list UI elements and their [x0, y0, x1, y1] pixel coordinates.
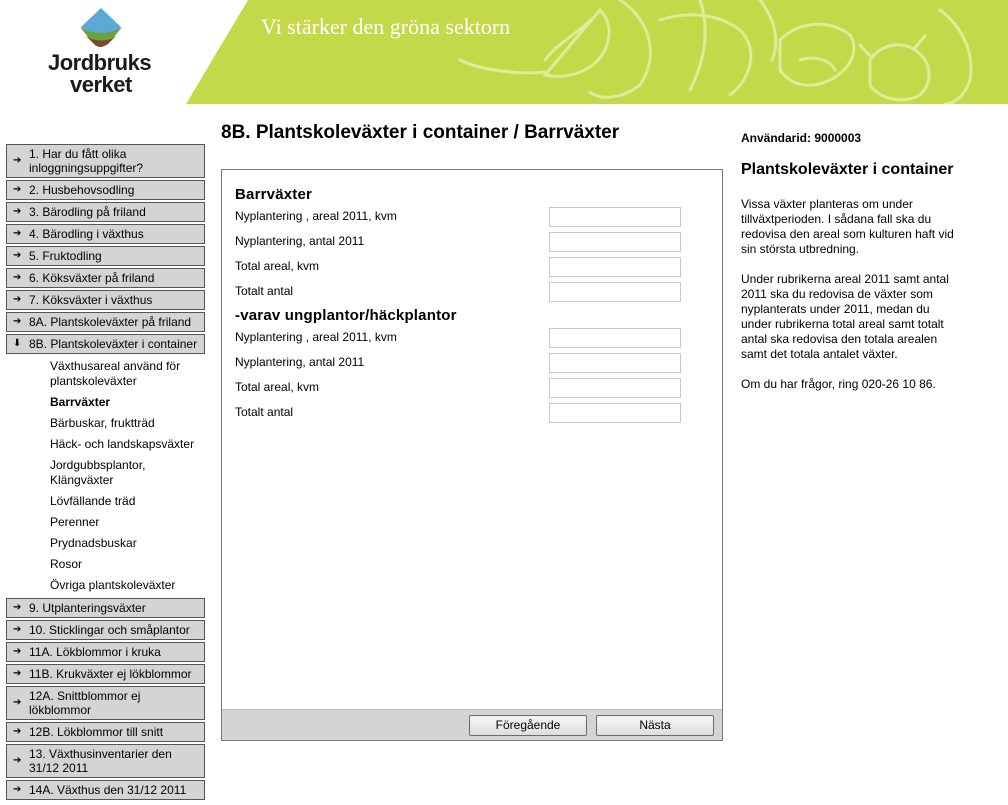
arrow-right-icon: ➔	[13, 784, 22, 795]
left-nav	[6, 144, 205, 802]
sub-nav-item[interactable]: Växthusareal använd för plantskoleväxter	[50, 359, 181, 388]
sub-nav-item[interactable]: Lövfällande träd	[50, 494, 136, 508]
nav-item[interactable]	[6, 598, 205, 618]
arrow-right-icon: ➔	[13, 272, 22, 283]
section-title-ungplantor: -varav ungplantor/häckplantor	[235, 307, 457, 324]
nav-item-8b[interactable]	[6, 334, 205, 354]
nav-item[interactable]	[6, 246, 205, 266]
field-label: Nyplantering, antal 2011	[235, 234, 365, 248]
nyplantering-antal-input[interactable]	[549, 232, 681, 252]
info-body	[741, 197, 963, 407]
next-button[interactable]: Nästa	[596, 715, 714, 736]
arrow-right-icon: ➔	[13, 646, 22, 657]
slogan: Vi stärker den gröna sektorn	[261, 14, 511, 39]
field-label: Totalt antal	[235, 284, 294, 298]
field-label: Total areal, kvm	[235, 259, 320, 273]
arrow-right-icon: ➔	[13, 294, 22, 305]
sub-nav-item[interactable]: Jordgubbsplantor, Klängväxter	[50, 458, 146, 487]
arrow-right-icon: ➔	[13, 316, 22, 327]
sub-nav-item[interactable]: Rosor	[50, 557, 83, 571]
info-title: Plantskoleväxter i container	[741, 161, 954, 178]
sub-nav-item[interactable]: Häck- och landskapsväxter	[50, 437, 195, 451]
logo-line1: Jordbruks	[48, 50, 152, 75]
arrow-right-icon: ➔	[13, 726, 22, 737]
nav-item-label: 14A. Växthus den 31/12 2011	[29, 783, 187, 797]
nav-item-label: 8B. Plantskoleväxter i container	[29, 337, 198, 351]
sub-nav-item[interactable]: Barrväxter	[50, 395, 111, 409]
logo-icon	[80, 8, 122, 47]
ung-totalt-antal-input[interactable]	[549, 403, 681, 423]
arrow-right-icon: ➔	[13, 668, 22, 679]
arrow-right-icon: ➔	[13, 155, 22, 166]
nav-item[interactable]	[6, 180, 205, 200]
nav-item-label: 12B. Lökblommor till snitt	[29, 725, 164, 739]
arrow-right-icon: ➔	[13, 206, 22, 217]
nav-item-label: 3. Bärodling på friland	[29, 205, 146, 219]
nav-item[interactable]	[6, 620, 205, 640]
arrow-right-icon: ➔	[13, 697, 22, 708]
nav-item-label: 12A. Snittblommor ej lökblommor	[29, 689, 141, 717]
nav-item[interactable]	[6, 268, 205, 288]
info-paragraph: Om du har frågor, ring 020-26 10 86.	[741, 377, 936, 391]
nav-item-label: 11B. Krukväxter ej lökblommor	[29, 667, 192, 681]
sub-nav-item[interactable]: Perenner	[50, 515, 100, 529]
nav-item[interactable]	[6, 312, 205, 332]
arrow-down-icon: ⬇	[13, 338, 22, 349]
nav-item[interactable]	[6, 202, 205, 222]
totalt-antal-input[interactable]	[549, 282, 681, 302]
arrow-right-icon: ➔	[13, 250, 22, 261]
sub-nav-item[interactable]: Prydnadsbuskar	[50, 536, 137, 550]
field-label: Total areal, kvm	[235, 380, 320, 394]
arrow-right-icon: ➔	[13, 602, 22, 613]
field-label: Nyplantering, antal 2011	[235, 355, 365, 369]
form-panel	[221, 169, 723, 741]
nyplantering-areal-input[interactable]	[549, 207, 681, 227]
info-paragraph: Vissa växter planteras om under tillväxtperioden. I sådana fall ska du redovisa den areal som kulturen haft vid sin största utbredning.	[741, 197, 954, 256]
nav-item[interactable]	[6, 744, 205, 778]
form-footer	[222, 709, 722, 740]
ung-nyplantering-areal-input[interactable]	[549, 328, 681, 348]
arrow-right-icon: ➔	[13, 184, 22, 195]
ung-total-areal-input[interactable]	[549, 378, 681, 398]
logo-text	[48, 52, 151, 96]
sub-nav-item[interactable]: Bärbuskar, fruktträd	[50, 416, 155, 430]
nav-item[interactable]	[6, 642, 205, 662]
ung-nyplantering-antal-input[interactable]	[549, 353, 681, 373]
nav-item-label: 7. Köksväxter i växthus	[29, 293, 153, 307]
page-title: 8B. Plantskoleväxter i container / Barrväxter	[221, 122, 620, 143]
arrow-right-icon: ➔	[13, 755, 22, 766]
nav-item-label: 11A. Lökblommor i kruka	[29, 645, 161, 659]
nav-item[interactable]	[6, 686, 205, 720]
info-paragraph: Under rubrikerna areal 2011 samt antal 2011 ska du redovisa de växter som nyplanterats under 2011, medan du under rubrikerna total areal samt totalt antal ska redovisa den totala arealen samt det totala antalet växter.	[741, 272, 949, 361]
nav-item-label: 8A. Plantskoleväxter på friland	[29, 315, 192, 329]
logo-line2: verket	[70, 72, 132, 97]
nav-item[interactable]	[6, 664, 205, 684]
nav-item-label: 2. Husbehovsodling	[29, 183, 135, 197]
nav-item-label: 10. Sticklingar och småplantor	[29, 623, 190, 637]
section-title-barrvaxter: Barrväxter	[235, 186, 313, 203]
sub-nav-item[interactable]: Övriga plantskoleväxter	[50, 578, 176, 592]
nav-item-label: 13. Växthusinventarier den 31/12 2011	[29, 747, 172, 775]
nav-item[interactable]	[6, 780, 205, 800]
arrow-right-icon: ➔	[13, 228, 22, 239]
total-areal-input[interactable]	[549, 257, 681, 277]
sub-nav	[6, 356, 205, 596]
nav-item[interactable]	[6, 722, 205, 742]
nav-item-label: 6. Köksväxter på friland	[29, 271, 155, 285]
user-id: Användarid: 9000003	[741, 131, 862, 145]
field-label: Totalt antal	[235, 405, 294, 419]
field-label: Nyplantering , areal 2011, kvm	[235, 330, 397, 344]
nav-item-label: 9. Utplanteringsväxter	[29, 601, 146, 615]
nav-item[interactable]	[6, 144, 205, 178]
field-label: Nyplantering , areal 2011, kvm	[235, 209, 397, 223]
nav-item[interactable]	[6, 290, 205, 310]
nav-item-label: 5. Fruktodling	[29, 249, 102, 263]
nav-item[interactable]	[6, 224, 205, 244]
nav-item-label: 4. Bärodling i växthus	[29, 227, 144, 241]
previous-button[interactable]: Föregående	[469, 715, 587, 736]
header	[0, 0, 1008, 104]
arrow-right-icon: ➔	[13, 624, 22, 635]
nav-item-label: 1. Har du fått olika inloggningsuppgifter?	[29, 147, 144, 175]
